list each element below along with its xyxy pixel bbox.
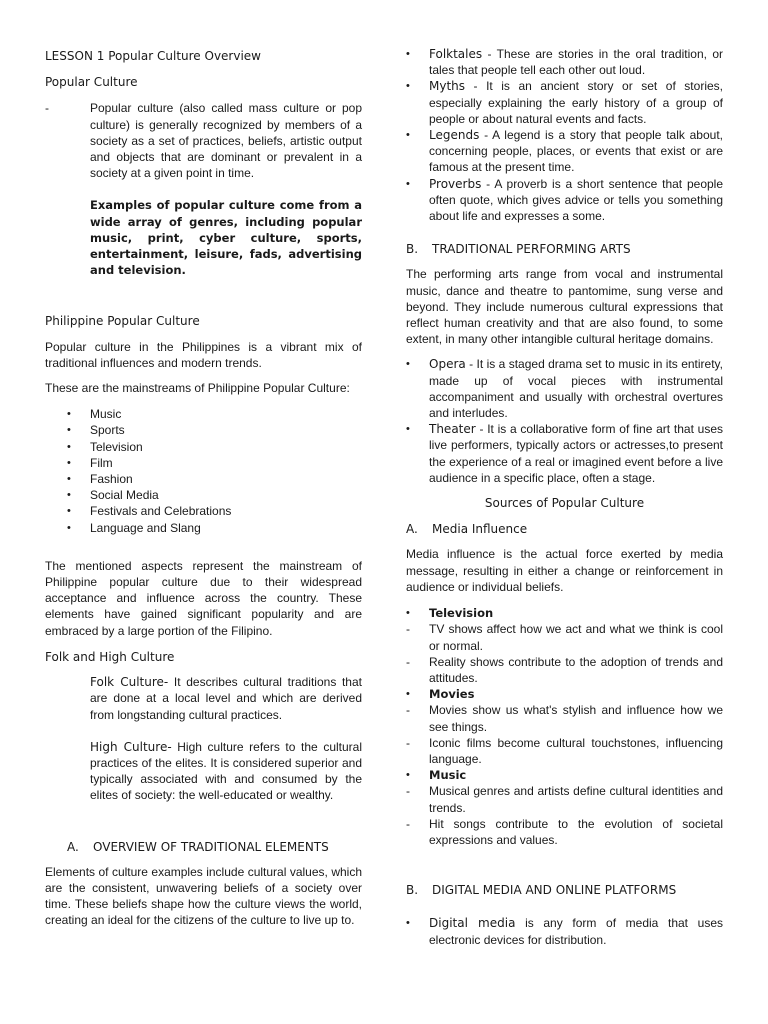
dash-marker: -: [45, 101, 49, 116]
high-term: High Culture-: [90, 739, 172, 754]
list-item: [45, 471, 362, 487]
folk-term: Folk Culture-: [90, 675, 169, 690]
bullet-icon: •: [67, 489, 71, 502]
bullet-icon: •: [67, 456, 71, 469]
mainstreams-list: [45, 406, 362, 536]
sources-heading: Sources of Popular Culture: [484, 496, 645, 511]
list-item-text: Festivals and Celebrations: [90, 504, 232, 519]
digital-media-list: [406, 915, 723, 947]
media-point: [406, 816, 723, 848]
list-item: [45, 520, 362, 536]
folk-high-heading: Folk and High Culture: [45, 649, 175, 664]
mainstreams-intro: These are the mainstreams of Philippine Popular Culture:: [45, 381, 350, 396]
media-influence-heading: [406, 521, 723, 537]
dash-marker: -: [406, 654, 410, 669]
list-item: [406, 356, 723, 421]
list-item: [406, 127, 723, 176]
media-type-name: Movies: [429, 687, 475, 702]
term: Legends: [429, 128, 480, 143]
mainstream-summary: The mentioned aspects represent the mainstream of Philippine popular culture due to their widespread acceptance and influence across the country. These elements have gained significant popularity and are embraced by a large portion of the Filipino.: [45, 558, 362, 638]
definition-text: Popular culture (also called mass culture or pop culture) is generally recognized by members of a society as a set of practices, beliefs, artistic output and objects that are dominant or prevalent in a society at a given point in time.: [90, 101, 362, 181]
list-item: [45, 503, 362, 519]
digital-term: Digital media: [429, 916, 516, 931]
list-item-text: [429, 421, 723, 486]
dash-marker: -: [406, 622, 410, 637]
list-item: [45, 422, 362, 438]
section-letter: A.: [67, 839, 79, 854]
list-item: [406, 46, 723, 78]
section-letter: A.: [406, 522, 418, 537]
digital-media-heading: [406, 882, 723, 898]
bullet-icon: •: [406, 688, 410, 701]
list-item-text: Film: [90, 455, 113, 470]
dash-marker: -: [406, 816, 410, 831]
bullet-icon: •: [67, 440, 71, 453]
list-item: [45, 487, 362, 503]
list-item: [406, 421, 723, 486]
list-item: [406, 915, 723, 947]
section-title: OVERVIEW OF TRADITIONAL ELEMENTS: [93, 839, 329, 854]
media-type-name: Television: [429, 606, 494, 621]
term-definition: - It is an ancient story or set of stories, especially explaining the early history of a group of people or about natural events and facts.: [429, 79, 723, 126]
media-point-text: Movies show us what's stylish and influence how we see things.: [429, 703, 723, 734]
bullet-icon: •: [406, 358, 410, 371]
media-point-text: Musical genres and artists define cultural identities and trends.: [429, 784, 723, 815]
list-item-text: Language and Slang: [90, 520, 201, 535]
term-definition: - It is a collaborative form of fine art that uses live performers, typically actors or actresses,to present the experience of a real or imagined event before a live audience in a specific place, often a stage.: [429, 422, 723, 485]
media-point: [406, 702, 723, 734]
bullet-icon: •: [67, 473, 71, 486]
bullet-icon: •: [67, 424, 71, 437]
list-item-text: [429, 46, 723, 78]
term-definition: - A legend is a story that people talk about, concerning people, places, or events that exist or are famous at the present time.: [429, 128, 723, 175]
term: Proverbs: [429, 176, 482, 191]
performing-arts-list: [406, 356, 723, 486]
term: Theater: [429, 422, 476, 437]
list-item: [45, 406, 362, 422]
bullet-icon: •: [406, 423, 410, 436]
section-letter: B.: [406, 242, 419, 257]
media-type-heading: [406, 605, 723, 621]
media-type-name: Music: [429, 768, 467, 783]
right-column: [406, 46, 723, 948]
list-item-text: Music: [90, 407, 122, 422]
list-item-text: [429, 127, 723, 176]
bullet-icon: •: [67, 408, 71, 421]
media-point-text: TV shows affect how we act and what we think is cool or normal.: [429, 622, 723, 653]
media-type-heading: [406, 686, 723, 702]
bullet-icon: •: [67, 521, 71, 534]
bullet-icon: •: [406, 177, 410, 190]
media-point-text: Reality shows contribute to the adoption of trends and attitudes.: [429, 654, 723, 685]
term: Folktales: [429, 47, 483, 61]
dash-marker: -: [406, 784, 410, 799]
media-point: [406, 783, 723, 815]
philippine-heading: Philippine Popular Culture: [45, 314, 200, 329]
bullet-icon: •: [406, 129, 410, 142]
folk-definition: It describes cultural traditions that are done at a local level and which are derived from longstanding cultural practices.: [90, 675, 362, 722]
list-item-text: Sports: [90, 423, 125, 438]
list-item-text: [429, 176, 723, 225]
list-item: [45, 439, 362, 455]
term: Opera: [429, 357, 466, 372]
media-influence-text: Media influence is the actual force exerted by media message, resulting in either a change or reinforcement in audience or individual beliefs.: [406, 547, 723, 594]
section-title: TRADITIONAL PERFORMING ARTS: [432, 242, 631, 257]
bullet-icon: •: [406, 48, 410, 60]
bullet-icon: •: [67, 505, 71, 518]
section-title: DIGITAL MEDIA AND ONLINE PLATFORMS: [432, 883, 677, 898]
bullet-icon: •: [406, 607, 410, 620]
media-point-text: Hit songs contribute to the evolution of societal expressions and values.: [429, 816, 723, 847]
list-item-text: Fashion: [90, 472, 133, 487]
media-point-text: Iconic films become cultural touchstones, influencing language.: [429, 735, 723, 766]
list-item: [45, 455, 362, 471]
high-definition: High culture refers to the cultural practices of the elites. It is considered superior and typically associated with and consumed by the elites of society: the well-educated or wealthy.: [90, 739, 363, 803]
bullet-icon: •: [406, 769, 410, 782]
section-letter: B.: [406, 883, 419, 898]
list-item-text: [429, 915, 723, 947]
media-types: [406, 605, 723, 848]
philippine-intro: Popular culture in the Philippines is a vibrant mix of traditional influences and modern trends.: [45, 339, 362, 370]
dash-marker: -: [406, 703, 410, 718]
high-culture-paragraph: [90, 739, 362, 804]
section-a-text: Elements of culture examples include cultural values, which are the consistent, unwavering beliefs of a society over time. These beliefs shape how the culture views the world, creating an ideal for the citizens of the culture to live up to.: [45, 864, 362, 928]
lesson-title: LESSON 1 Popular Culture Overview: [45, 49, 261, 63]
media-point: [406, 735, 723, 767]
bullet-icon: •: [406, 917, 410, 930]
list-item: [406, 176, 723, 225]
section-a-heading: [67, 839, 362, 855]
digital-definition: is any form of media that uses electronic devices for distribution.: [429, 916, 724, 947]
section-b-text: The performing arts range from vocal and instrumental music, dance and theatre to pantomime, sung verse and beyond. They include numerous cultural expressions that reflect human creativity and that are also found, to some extent, in many other intangible cultural heritage domains.: [406, 267, 723, 347]
list-item-text: [429, 356, 723, 421]
section-b-heading: [406, 241, 723, 257]
traditional-elements-list: [406, 46, 723, 224]
popular-culture-definition: [45, 100, 362, 181]
media-point: [406, 654, 723, 686]
left-column: [45, 46, 362, 929]
dash-marker: -: [406, 735, 410, 750]
list-item: [406, 78, 723, 127]
examples-paragraph: Examples of popular culture come from a wide array of genres, including popular music, print, cyber culture, sports, entertainment, leisure, fads, advertising and television.: [90, 198, 362, 278]
media-point: [406, 621, 723, 653]
term-definition: - A proverb is a short sentence that people often quote, which gives advice or tells you something about life and expresses a some.: [429, 176, 723, 224]
popular-culture-heading: Popular Culture: [45, 75, 138, 90]
list-item-text: Social Media: [90, 488, 159, 503]
media-type-heading: [406, 767, 723, 783]
bullet-icon: •: [406, 80, 410, 93]
section-title: Media Influence: [432, 522, 528, 537]
list-item-text: [429, 78, 723, 127]
folk-culture-paragraph: [90, 674, 362, 723]
term-definition: - These are stories in the oral tradition, or tales that people tell each other out loud.: [429, 47, 723, 78]
list-item-text: Television: [90, 439, 143, 454]
term: Myths: [429, 79, 466, 94]
term-definition: - It is a staged drama set to music in its entirety, made up of vocal pieces with instrumental accompaniment and usually with orchestral overtures and interludes.: [429, 357, 723, 421]
